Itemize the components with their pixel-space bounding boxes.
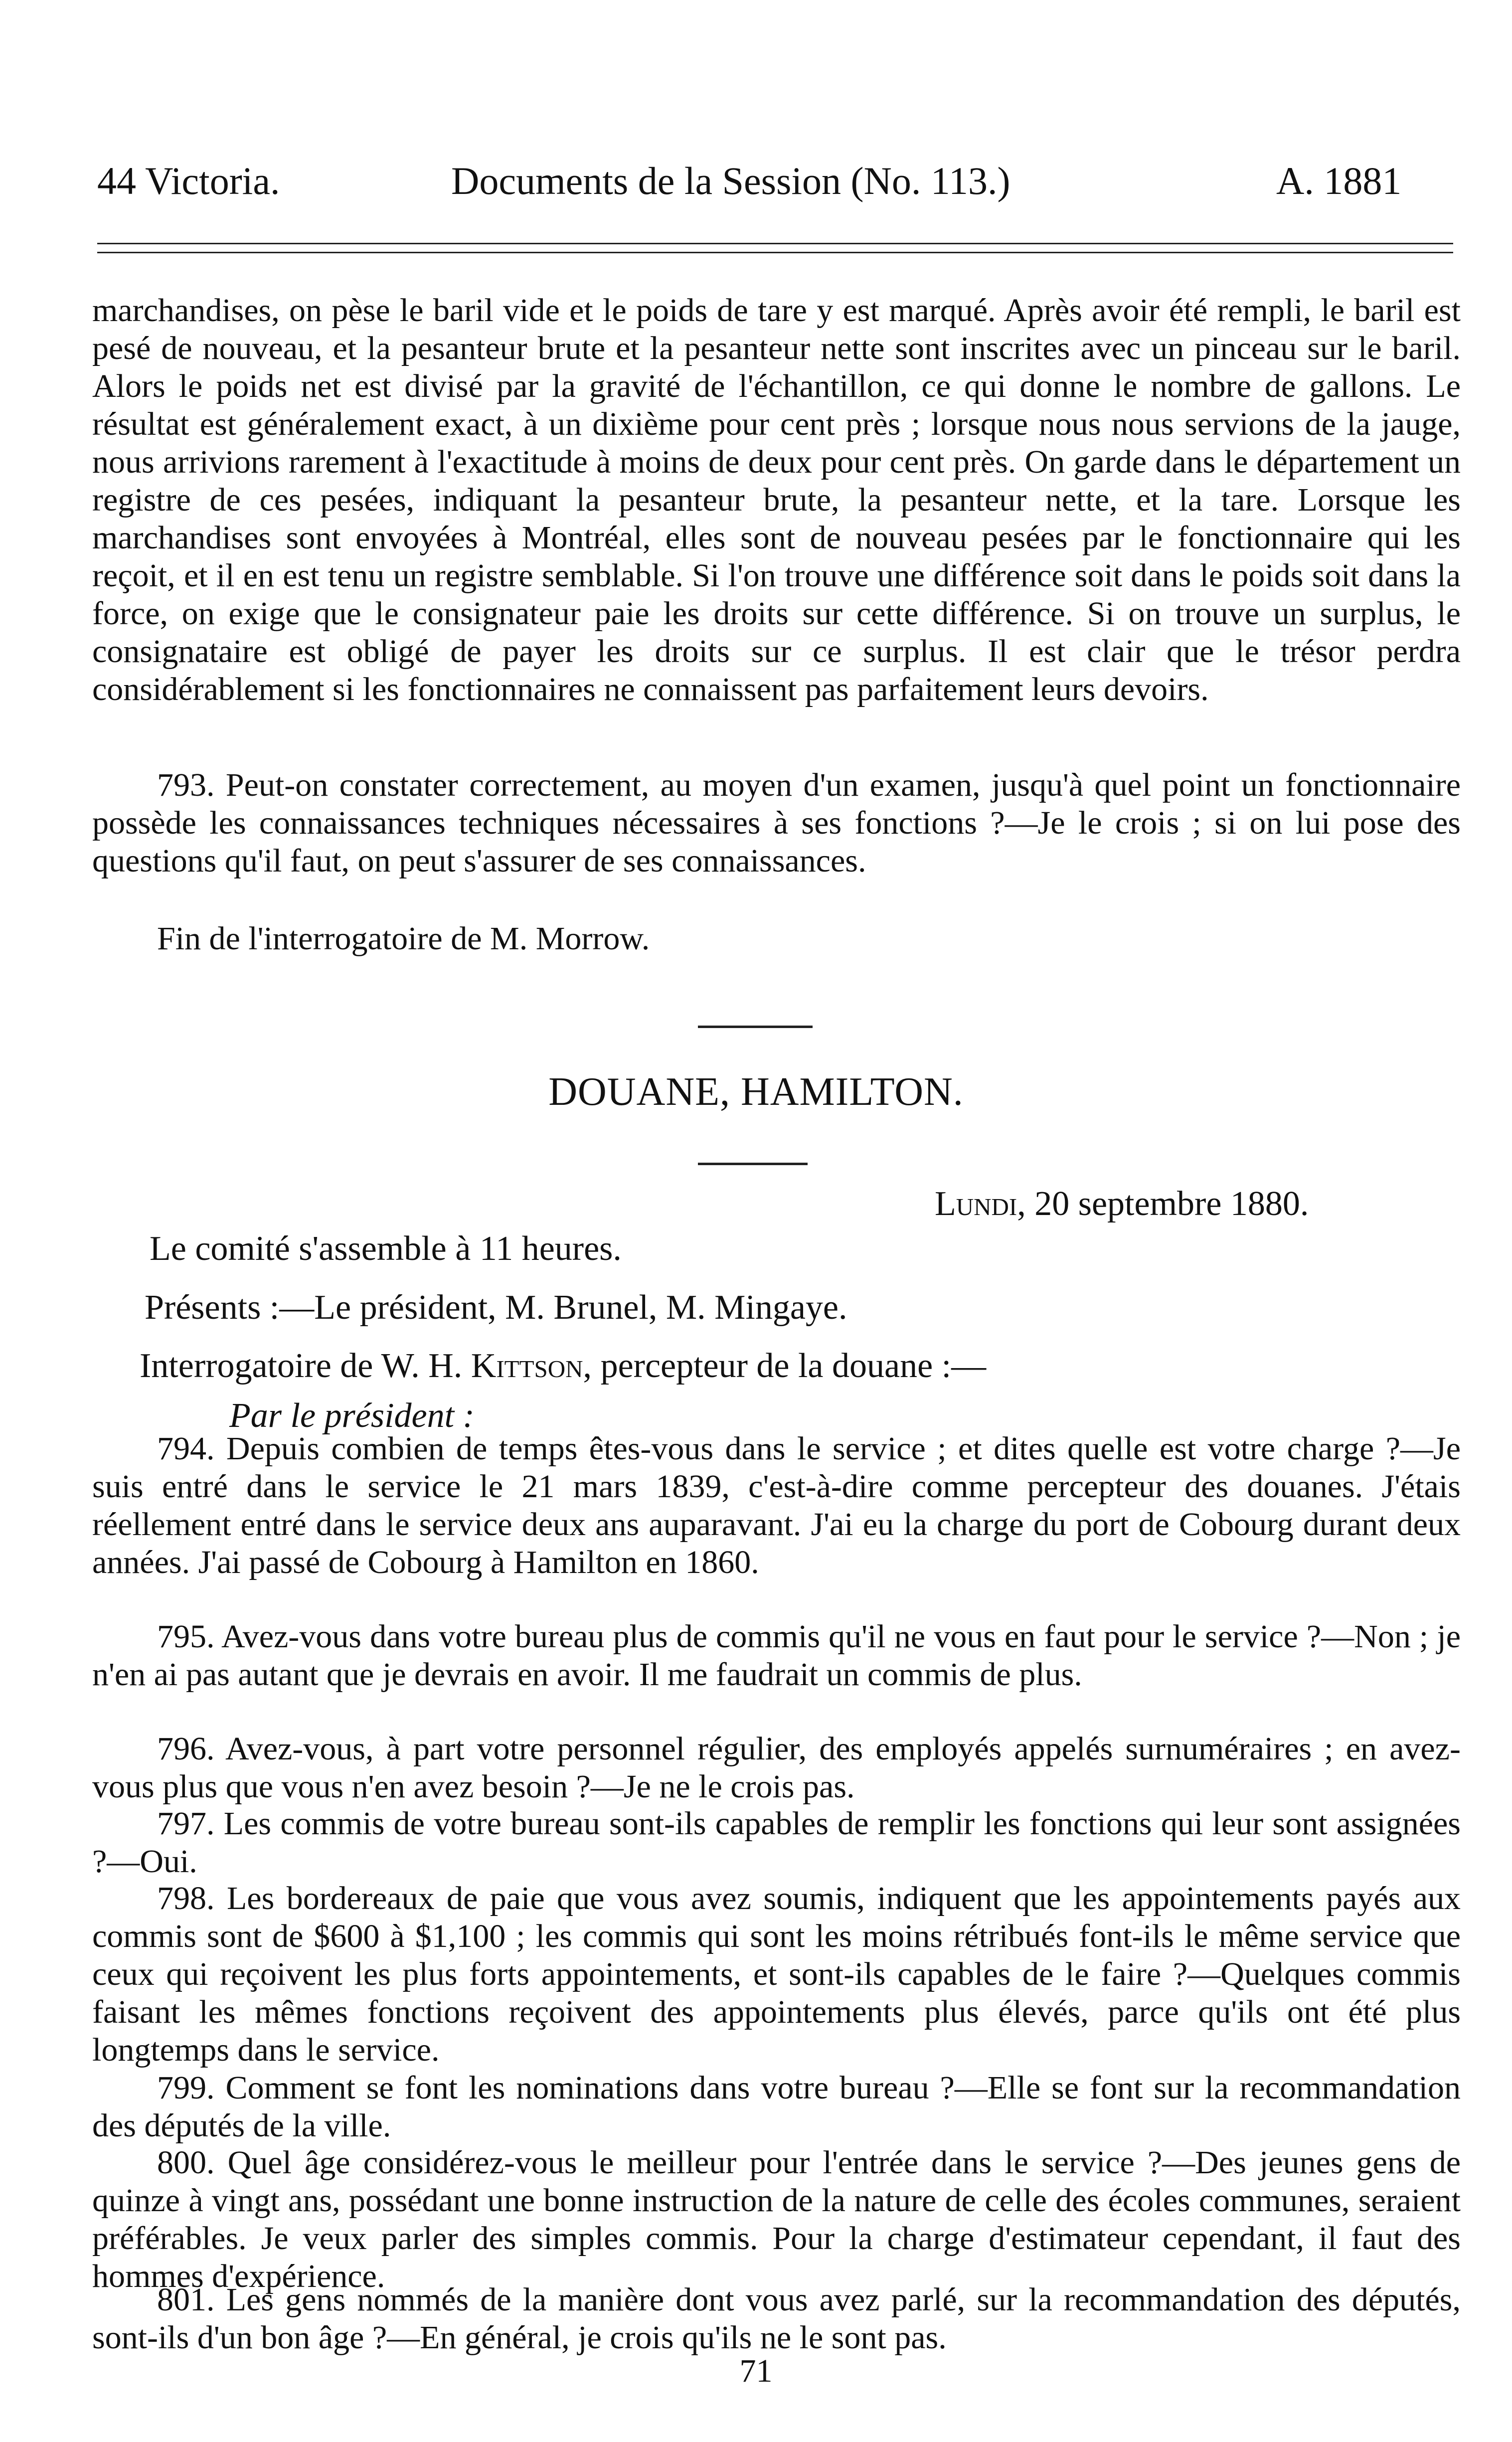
witness-suffix: percepteur de la douane :— [592,1347,987,1385]
question-799: 799. Comment se font les nominations dans votre bureau ?—Elle se font sur la recommandation des députés de la ville. [92,2070,1461,2144]
question-798: 798. Les bordereaux de paie que vous avez soumis, indiquent que les appointements payés aux commis sont de $600 à $1,100 ; les commis qui sont les moins rétribués font-ils le même service que ceux qui reçoivent les plus forts appointements, et sont-ils capables de le faire ?—Quelques commis faisant les mêmes fonctions reçoivent des appointements plus élevés, parce qu'ils ont été plus longtemps dans le service. [92,1880,1461,2068]
continuation-paragraph: marchandises, on pèse le baril vide et le poids de tare y est marqué. Après avoir été rempli, le baril est pesé de nouveau, et la pesanteur brute et la pesanteur nette sont inscrites avec un pinceau sur le baril. Alors le poids net est divisé par la gravité de l'échantillon, ce qui donne le nombre de gallons. Le résultat est généralement exact, à un dixième pour cent près ; lorsque nous nous servions de la jauge, nous arrivions rarement à l'exactitude à moins de deux pour cent près. On garde dans le département un registre de ces pesées, indiquant la pesanteur brute, la pesanteur nette, et la tare. Lorsque les marchandises sont envoyées à Montréal, elles sont de nouveau pesées par le fonctionnaire qui les reçoit, et il en est tenu un registre semblable. Si l'on trouve une différence soit dans le poids soit dans la force, on exige que le consignateur paie les droits sur cette différence. Si on trouve un surplus, le consignataire est obligé de payer les droits sur ce surplus. Il est clair que le trésor perdra considérablement si les fonctionnaires ne connaissent pas parfaitement leurs devoirs. [92,292,1461,707]
question-800: 800. Quel âge considérez-vous le meilleur pour l'entrée dans le service ?—Des jeunes gens de quinze à vingt ans, possédant une bonne instruction de la nature de celle des écoles communes, seraient préférables. Je veux parler des simples commis. Pour la charge d'estimateur cependant, il faut des hommes d'expérience. [92,2144,1461,2294]
session-date [935,1184,1309,1224]
section-divider-bottom [698,1163,808,1165]
question-796: 796. Avez-vous, à part votre personnel régulier, des employés appelés surnuméraires ; en avez-vous plus que vous n'en avez besoin ?—Je ne le crois pas. [92,1731,1461,1805]
header-title: Documents de la Session (No. 113.) [451,159,1010,202]
header-rule-bottom [97,252,1453,253]
section-divider-top [698,1026,813,1028]
question-797: 797. Les commis de votre bureau sont-ils capables de remplir les fonctions qui leur sont assignées ?—Oui. [92,1805,1461,1880]
date-rest: 20 septembre 1880. [1025,1185,1309,1223]
assembly-note: Le comité s'assemble à 11 heures. [150,1229,622,1268]
by-president: Par le président : [229,1396,475,1435]
question-801: 801. Les gens nommés de la manière dont vous avez parlé, sur la recommandation des députés, sont-ils d'un bon âge ?—En général, je crois qu'ils ne le sont pas. [92,2281,1461,2356]
date-day: Lundi, [935,1185,1026,1223]
header-year: A. 1881 [1276,159,1402,202]
witness-prefix: Interrogatoire de W. H. [140,1347,471,1385]
header-volume: 44 Victoria. [97,159,280,202]
header-rule-top [97,243,1453,244]
witness-line [140,1346,986,1386]
present-members: Présents :—Le président, M. Brunel, M. Mingaye. [145,1288,847,1327]
end-of-interrogation: Fin de l'interrogatoire de M. Morrow. [157,920,650,957]
question-795: 795. Avez-vous dans votre bureau plus de commis qu'il ne vous en faut pour le service ?—Non ; je n'en ai pas autant que je devrais en avoir. Il me faudrait un commis de plus. [92,1618,1461,1693]
question-794: 794. Depuis combien de temps êtes-vous dans le service ; et dites quelle est votre charge ?—Je suis entré dans le service le 21 mars 1839, c'est-à-dire comme percepteur des douanes. J'étais réellement entré dans le service deux ans auparavant. J'ai eu la charge du port de Cobourg durant deux années. J'ai passé de Cobourg à Hamilton en 1860. [92,1430,1461,1580]
witness-name: Kittson, [471,1347,592,1385]
section-title: DOUANE, HAMILTON. [548,1070,964,1114]
question-793: 793. Peut-on constater correctement, au moyen d'un examen, jusqu'à quel point un fonctionnaire possède les connaissances techniques nécessaires à ses fonctions ?—Je le crois ; si on lui pose des questions qu'il faut, on peut s'assurer de ses connaissances. [92,767,1461,879]
page-number: 71 [739,2353,773,2389]
